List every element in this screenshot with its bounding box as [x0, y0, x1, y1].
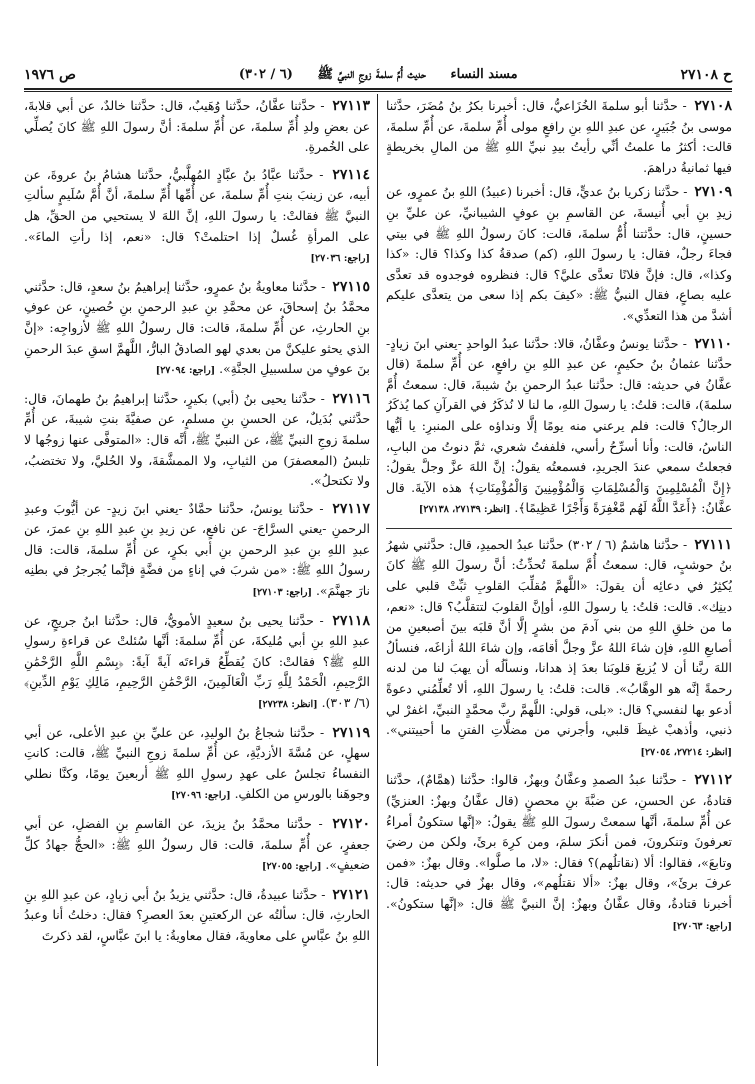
left-column: [24, 96, 370, 1066]
hadith-entry: ٢٧١١٩ - حدَّثنا شجاعُ بنُ الوليدِ، عن عليِّ بنِ عبدِ الأعلى، عن أبي سهلٍ، عن مُسَّةَ الأزديَّةِ، عن أُمِّ سلمةَ زوجِ النبيِّ ﷺ، قالت: كانتِ النفساءُ تجلسُ على عهدِ رسولِ اللهِ ﷺ أربعينَ يومًا، وكنَّا نطلي وجوهَنا بالورسِ من الكلفِ. [راجع: ٢٧٠٩٦]: [24, 724, 370, 802]
hadith-entry: ٢٧١٠٨ - حدَّثنا أبو سلمةَ الخُزَاعيُّ، قال: أخبرنا بكرُ بنُ مُضَرَ، حدَّثنا موسى بنُ جُبَيرٍ، عن عبدِ اللهِ بنِ رافعٍ مولى أُمِّ سلمةَ، عن أُمِّ سلمةَ، قالت: أكثرُ ما علمتُ أنِّي رأيتُ بيدِ نبيِّ اللهِ ﷺ من المالِ بخريطةٍ فيها ثمانيةُ دراهمَ.: [386, 98, 732, 175]
chapter-title: حديث أُمِّ سلمةَ زوجِ النبيِّ ﷺ: [317, 66, 426, 82]
hadith-text: حدَّثنا يحيى بنُ سعيدٍ الأمويُّ، قال: حدَّثنا ابنُ جريجٍ، عن عبدِ اللهِ بنِ أبي مُليكةَ، عن أُمِّ سلمةَ: أنَّها سُئلتْ عن قراءةِ رسولِ اللهِ ﷺ؟ فقالتْ: كانَ يُقطِّعُ قراءتَه آيةً آيةً: ﴿بِسْمِ اللَّهِ الرَّحْمَٰنِ الرَّحِيمِ، الْحَمْدُ لِلَّهِ رَبِّ الْعَالَمِينَ، الرَّحْمَٰنِ الرَّحِيمِ، مَالِكِ يَوْمِ الدِّينِ﴾ (٦/ ٣٠٣).: [24, 612, 370, 711]
hadith-number: ٢٧١١٨: [332, 612, 370, 629]
cross-reference: [راجع: ٢٧٠٩٦]: [171, 790, 231, 802]
hadith-text: حدَّثنا عفَّانُ، حدَّثنا وُهَيبٌ، قال: حدَّثنا خالدٌ، عن أبي قلابةَ، عن بعضِ ولدِ أُمِّ سلمةَ، عن أُمِّ سلمةَ: أنَّ رسولَ اللهِ ﷺ كانَ يُصلِّي على الخُمرةِ.: [24, 98, 370, 155]
hadith-text: حدَّثنا عبيدةُ، قال: حدَّثني يزيدُ بنُ أبي زيادٍ، عن عبدِ اللهِ بنِ الحارثِ، قال: سألتُه عن الركعتينِ بعدَ العصرِ؟ فقال: دخلتُ أنا وعبدُ اللهِ بنُ عبَّاسٍ على معاويةَ، فقال معاويةُ: يا ابنَ عبَّاسٍ، لقد ذكرتَ: [24, 886, 370, 943]
hadith-number: ٢٧١١١: [694, 536, 732, 553]
hadith-text: حدَّثنا شجاعُ بنُ الوليدِ، عن عليِّ بنِ عبدِ الأعلى، عن أبي سهلٍ، عن مُسَّةَ الأزديَّةِ، عن أُمِّ سلمةَ زوجِ النبيِّ ﷺ، قالت: كانتِ النفساءُ تجلسُ على عهدِ رسولِ اللهِ ﷺ أربعينَ يومًا، وكنَّا نطلي وجوهَنا بالورسِ من الكلفِ.: [24, 724, 370, 802]
hadith-number: ٢٧١٠٨: [694, 98, 732, 114]
hadith-number: ٢٧١١٣: [332, 98, 370, 114]
cross-reference: [انظر: ٢٧١٣٩، ٢٧١٣٨]: [418, 504, 511, 516]
page-number: ص ١٩٧٦: [24, 67, 76, 83]
column-divider: [377, 94, 378, 1066]
hadith-entry: ٢٧١١٤ - حدَّثنا عبَّادُ بنُ عبَّادٍ المُهلَّبيُّ، حدَّثنا هشامُ بنُ عروةَ، عن أبيه، عن زينبَ بنتِ أُمِّ سلمةَ، عن أُمِّها أُمِّ سلمةَ، أنَّ أُمَّ سُلَيمٍ سألتِ النبيَّ ﷺ فقالتْ: يا رسولَ اللهِ، إنَّ اللهَ لا يستحيي من الحقِّ، هل على المرأةِ غُسلٌ إذا احتلمتْ؟ قال: «نعم، إذا رأتِ الماءَ». [راجع: ٢٧٠٣٦]: [24, 166, 370, 265]
page-header: [24, 62, 732, 88]
hadith-entry: ٢٧١١٧ - حدَّثنا يونسُ، حدَّثنا حمَّادٌ -يعني ابنَ زيدٍ- عن أيُّوبَ وعبدِ الرحمنِ -يعني السرَّاجَ- عن نافعٍ، عن زيدِ بنِ عبدِ اللهِ بنِ عمرَ، عن عبدِ اللهِ بنِ عبدِ الرحمنِ بنِ أبي بكرٍ، عن أُمِّ سلمةَ، قالت: قال رسولُ اللهِ ﷺ: «من شربَ في إناءٍ من فضَّةٍ فإنَّما يُجرجرُ في بطنِه نارَ جهنَّمَ». [راجع: ٢٧١٠٣]: [24, 500, 370, 599]
hadith-number: ٢٧١٢١: [332, 886, 370, 903]
hadith-text: حدَّثنا زكريا بنُ عديٍّ، قال: أخبرنا (عبيدُ) اللهِ بنُ عمرٍو، عن زيدِ بنِ أبي أُنيسةَ، عن القاسمِ بنِ عوفٍ الشيبانيِّ، عن عليِّ بنِ حسينٍ، قال: حدَّثتنا أُمُّ سلمةَ، قالت: كانَ رسولُ اللهِ ﷺ في بيتي فجاءَ رجلٌ، فقال: يا رسولَ اللهِ، (كم) صدقةُ كذا وكذا؟ قال: «كذا وكذا»، قال: فإنَّ فلانًا تعدَّى عليَّ؟ قال: فنظروه فوجدوه قد تعدَّى عليه بصاعٍ، فقال النبيُّ ﷺ: «كيفَ بكم إذا سعى من يتعدَّى عليكم أشدَّ من هذا التعدِّي».: [386, 184, 732, 323]
hadith-text: حدَّثنا يونسُ وعفَّانُ، قالا: حدَّثنا عبدُ الواحدِ -يعني ابنَ زيادٍ- حدَّثنا عثمانُ بنُ حكيمٍ، عن عبدِ اللهِ بنِ رافعٍ، عن أُمِّ سلمةَ (قال عفَّانُ في حديثه: قال: حدَّثنا عبدُ الرحمنِ بنُ شيبةَ، قال: سمعتُ أُمَّ سلمةَ)، قالت: قلتُ: يا رسولَ اللهِ، ما لنا لا نُذكَرُ في القرآنِ كما يُذكَرُ الرجالُ؟ قالت: فلم يرعني منه يومًا إلَّا ونداؤه على المنبرِ: يا أيُّها الناسُ، قالت: وأنا أسرِّحُ رأسي، فلففتُ شعري، ثمَّ دنوتُ من البابِ، فجعلتُ سمعي عندَ الجريدِ، فسمعتُه يقولُ: إنَّ اللهَ عزَّ وجلَّ يقولُ: ﴿إِنَّ الْمُسْلِمِينَ وَالْمُسْلِمَاتِ وَالْمُؤْمِنِينَ وَالْمُؤْمِنَاتِ﴾ هذه الآيةَ. قال عفَّانُ: ﴿أَعَدَّ اللَّهُ لَهُم مَّغْفِرَةً وَأَجْرًا عَظِيمًا﴾.: [386, 335, 732, 516]
cross-reference: [راجع: ٢٧٠٣٦]: [310, 253, 370, 265]
cross-reference: [راجع: ٢٧٠٥٥]: [261, 861, 322, 873]
right-column: [386, 96, 732, 1066]
volume-reference: (٦ / ٣٠٢): [238, 66, 293, 82]
hadith-number: ٢٧١١٩: [332, 724, 370, 741]
header-rule-thick: [24, 88, 732, 90]
hadith-entry: ٢٧١١٨ - حدَّثنا يحيى بنُ سعيدٍ الأمويُّ، قال: حدَّثنا ابنُ جريجٍ، عن عبدِ اللهِ بنِ أبي مُليكةَ، عن أُمِّ سلمةَ: أنَّها سُئلتْ عن قراءةِ رسولِ اللهِ ﷺ؟ فقالتْ: كانَ يُقطِّعُ قراءتَه آيةً آيةً: ﴿بِسْمِ اللَّهِ الرَّحْمَٰنِ الرَّحِيمِ، الْحَمْدُ لِلَّهِ رَبِّ الْعَالَمِينَ، الرَّحْمَٰنِ الرَّحِيمِ، مَالِكِ يَوْمِ الدِّينِ﴾ (٦/ ٣٠٣). [انظر: ٢٧٢٣٨]: [24, 612, 370, 711]
hadith-entry: ٢٧١١٦ - حدَّثنا يحيى بنُ (أبي) بكيرٍ، حدَّثنا إبراهيمُ بنُ طهمانَ، قال: حدَّثني بُدَيلٌ، عن الحسنِ بنِ مسلمٍ، عن صفيَّةَ بنتِ شيبةَ، عن أُمِّ سلمةَ زوجِ النبيِّ ﷺ، عن النبيِّ ﷺ، أنَّه قال: «المتوفَّى عنها زوجُها لا تلبسُ (المعصفرَ) من الثيابِ، ولا الممشَّقةَ، ولا الحُليَّ، ولا تختضبُ، ولا تكتحلُ».: [24, 390, 370, 489]
hadith-number: ٢٧١١٥: [332, 278, 370, 295]
hadith-range-label: ح ٢٧١٠٨: [680, 67, 732, 83]
hadith-number: ٢٧١١٢: [694, 772, 732, 789]
hadith-text: حدَّثنا هاشمٌ (٦ / ٣٠٢) حدَّثنا عبدُ الحميدِ، قال: حدَّثني شهرُ بنُ حوشبٍ، قال: سمعتُ أُمَّ سلمةَ تُحدِّثُ: أنَّ رسولَ اللهِ ﷺ كانَ يُكثِرُ في دعائِه أن يقولَ: «اللَّهمَّ مُقلِّبَ القلوبِ ثبِّتْ قلبي على دينِك». قالت: قلتُ: يا رسولَ اللهِ، أوإنَّ القلوبَ لتتقلَّبُ؟ قال: «نعم، ما من خلقِ اللهِ من بني آدمَ من بشرٍ إلَّا أنَّ قلبَه بينَ أصبعينِ من أصابعِ اللهِ، فإن شاءَ اللهُ عزَّ وجلَّ أقامَه، وإن شاءَ اللهُ أزاغَه، فنسألُ اللهَ ربَّنا أن لا يُزيغَ قلوبَنا بعدَ إذ هدانا، ونسألُه أن يهبَ لنا من لدنه رحمةً إنَّه هو الوهَّابُ». قالت: قلتُ: يا رسولَ اللهِ، ألا تُعلِّمُني دعوةً أدعو بها لنفسي؟ قال: «بلى، قولي: اللَّهمَّ ربَّ محمَّدٍ النبيِّ، اغفرْ لي ذنبي، وأذهبْ غيظَ قلبي، وأجرني من مضلَّاتِ الفتنِ ما أحييتني».: [386, 536, 732, 738]
hadith-entry: ٢٧١٢٠ - حدَّثنا محمَّدُ بنُ يزيدَ، عن القاسمِ بنِ الفضلِ، عن أبي جعفرٍ، عن أُمِّ سلمةَ، قالت: قال رسولُ اللهِ ﷺ: «الحجُّ جهادُ كلِّ ضعيفٍ». [راجع: ٢٧٠٥٥]: [24, 816, 370, 873]
hadith-number: ٢٧١٠٩: [694, 184, 732, 201]
cross-reference: [راجع: ٢٧١٠٣]: [252, 587, 313, 599]
header-rule-thin: [24, 91, 732, 92]
hadith-text: حدَّثنا معاويةُ بنُ عمرٍو، حدَّثنا إبراهيمُ بنُ سعدٍ، قال: حدَّثني محمَّدُ بنُ إسحاقَ، عن محمَّدِ بنِ عبدِ الرحمنِ بنِ حُصينٍ، عن عوفِ بنِ الحارثِ، عن أُمِّ سلمةَ، قالت: قال رسولُ اللهِ ﷺ لأزواجِه: «إنَّ الذي يحثو عليكنَّ من بعدي لهو الصادقُ البارُّ، اللَّهمَّ اسقِ عبدَ الرحمنِ بنَ عوفٍ من سلسبيلِ الجنَّةِ».: [24, 278, 370, 377]
hadith-entry: ٢٧١١٢ - حدَّثنا عبدُ الصمدِ وعفَّانُ وبهزٌ، قالوا: حدَّثنا (همَّامٌ)، حدَّثنا قتادةُ، عن الحسنِ، عن ضبَّةَ بنِ محصنٍ (قال عفَّانُ وبهزٌ: العنزيِّ) عن أُمِّ سلمةَ، أنَّها سمعتْ رسولَ اللهِ ﷺ يقولُ: «إنَّها ستكونُ أمراءُ تعرفونَ وتنكرونَ، فمن أنكرَ سلمَ، ومن كرِهَ برئَ، ولكن من رضيَ وتابعَ»، فقالوا: ألا (نقاتلُهم)؟ فقال: «لا، ما صلَّوا». وقال بهزٌ: «فمن عرفَ برئَ»، وقال بهزٌ: «ألا نقتلُهم»، وقال بهزٌ في حديثه: قال: أخبرنا قتادةُ، وقال عفَّانُ وبهزٌ: إنَّ النبيَّ ﷺ قال: «إنَّها ستكونُ». [راجع: ٢٧٠٦٣]: [386, 772, 732, 932]
hadith-text: حدَّثنا محمَّدُ بنُ يزيدَ، عن القاسمِ بنِ الفضلِ، عن أبي جعفرٍ، عن أُمِّ سلمةَ، قالت: قال رسولُ اللهِ ﷺ: «الحجُّ جهادُ كلِّ ضعيفٍ».: [24, 816, 370, 873]
book-title: مسند النساء: [450, 66, 518, 82]
hadith-text: حدَّثنا يونسُ، حدَّثنا حمَّادٌ -يعني ابنَ زيدٍ- عن أيُّوبَ وعبدِ الرحمنِ -يعني السرَّاجَ- عن نافعٍ، عن زيدِ بنِ عبدِ اللهِ بنِ عمرَ، عن عبدِ اللهِ بنِ عبدِ الرحمنِ بنِ أبي بكرٍ، عن أُمِّ سلمةَ، قالت: قال رسولُ اللهِ ﷺ: «من شربَ في إناءٍ من فضَّةٍ فإنَّما يُجرجرُ في بطنِه نارَ جهنَّمَ».: [24, 500, 370, 599]
hadith-entry: ٢٧١١٠ - حدَّثنا يونسُ وعفَّانُ، قالا: حدَّثنا عبدُ الواحدِ -يعني ابنَ زيادٍ- حدَّثنا عثمانُ بنُ حكيمٍ، عن عبدِ اللهِ بنِ رافعٍ، عن أُمِّ سلمةَ (قال عفَّانُ في حديثه: قال: حدَّثنا عبدُ الرحمنِ بنُ شيبةَ، قال: سمعتُ أُمَّ سلمةَ)، قالت: قلتُ: يا رسولَ اللهِ، ما لنا لا نُذكَرُ في القرآنِ كما يُذكَرُ الرجالُ؟ قالت: فلم يرعني منه يومًا إلَّا ونداؤه على المنبرِ: يا أيُّها الناسُ، قالت: وأنا أسرِّحُ رأسي، فلففتُ شعري، ثمَّ دنوتُ من البابِ، فجعلتُ سمعي عندَ الجريدِ، فسمعتُه يقولُ: إنَّ اللهَ عزَّ وجلَّ يقولُ: ﴿إِنَّ الْمُسْلِمِينَ وَالْمُسْلِمَاتِ وَالْمُؤْمِنِينَ وَالْمُؤْمِنَاتِ﴾ هذه الآيةَ. قال عفَّانُ: ﴿أَعَدَّ اللَّهُ لَهُم مَّغْفِرَةً وَأَجْرًا عَظِيمًا﴾. [انظر: ٢٧١٣٩، ٢٧١٣٨]: [386, 335, 732, 516]
hadith-text: حدَّثنا أبو سلمةَ الخُزَاعيُّ، قال: أخبرنا بكرُ بنُ مُضَرَ، حدَّثنا موسى بنُ جُبَيرٍ، عن عبدِ اللهِ بنِ رافعٍ مولى أُمِّ سلمةَ، عن أُمِّ سلمةَ، قالت: أكثرُ ما علمتُ أنِّي رأيتُ بيدِ نبيِّ اللهِ ﷺ من المالِ بخريطةٍ فيها ثمانيةُ دراهمَ.: [386, 98, 732, 175]
hadith-number: ٢٧١١٤: [332, 166, 370, 183]
hadith-entry: ٢٧١٠٩ - حدَّثنا زكريا بنُ عديٍّ، قال: أخبرنا (عبيدُ) اللهِ بنُ عمرٍو، عن زيدِ بنِ أبي أُنيسةَ، عن القاسمِ بنِ عوفٍ الشيبانيِّ، عن عليِّ بنِ حسينٍ، قال: حدَّثتنا أُمُّ سلمةَ، قالت: كانَ رسولُ اللهِ ﷺ في بيتي فجاءَ رجلٌ، فقال: يا رسولَ اللهِ، (كم) صدقةُ كذا وكذا؟ قال: «كذا وكذا»، قال: فإنَّ فلانًا تعدَّى عليَّ؟ قال: فنظروه فوجدوه قد تعدَّى عليه بصاعٍ، فقال النبيُّ ﷺ: «كيفَ بكم إذا سعى من يتعدَّى عليكم أشدَّ من هذا التعدِّي».: [386, 184, 732, 323]
cross-reference: [راجع: ٢٧٠٦٣]: [672, 920, 732, 932]
cross-reference: [راجع: ٢٧٠٩٤]: [155, 365, 216, 377]
hadith-entry: ٢٧١١٥ - حدَّثنا معاويةُ بنُ عمرٍو، حدَّثنا إبراهيمُ بنُ سعدٍ، قال: حدَّثني محمَّدُ بنُ إسحاقَ، عن محمَّدِ بنِ عبدِ الرحمنِ بنِ حُصينٍ، عن عوفِ بنِ الحارثِ، عن أُمِّ سلمةَ، قالت: قال رسولُ اللهِ ﷺ لأزواجِه: «إنَّ الذي يحثو عليكنَّ من بعدي لهو الصادقُ البارُّ، اللَّهمَّ اسقِ عبدَ الرحمنِ بنَ عوفٍ من سلسبيلِ الجنَّةِ». [راجع: ٢٧٠٩٤]: [24, 278, 370, 377]
cross-reference: [انظر: ٢٧٢١٤، ٢٧٠٥٤]: [640, 746, 732, 758]
hadith-number: ٢٧١١٧: [332, 500, 370, 517]
header-center: [76, 66, 681, 85]
hadith-entry: ٢٧١١٣ - حدَّثنا عفَّانُ، حدَّثنا وُهَيبٌ، قال: حدَّثنا خالدٌ، عن أبي قلابةَ، عن بعضِ ولدِ أُمِّ سلمةَ، عن أُمِّ سلمةَ: أنَّ رسولَ اللهِ ﷺ كانَ يُصلِّي على الخُمرةِ.: [24, 98, 370, 155]
cross-reference: [انظر: ٢٧٢٣٨]: [258, 699, 318, 711]
hadith-entry: ٢٧١٢١ - حدَّثنا عبيدةُ، قال: حدَّثني يزيدُ بنُ أبي زيادٍ، عن عبدِ اللهِ بنِ الحارثِ، قال: سألتُه عن الركعتينِ بعدَ العصرِ؟ فقال: دخلتُ أنا وعبدُ اللهِ بنُ عبَّاسٍ على معاويةَ، فقال معاويةُ: يا ابنَ عبَّاسٍ، لقد ذكرتَ: [24, 886, 370, 943]
hadith-text: حدَّثنا عبدُ الصمدِ وعفَّانُ وبهزٌ، قالوا: حدَّثنا (همَّامٌ)، حدَّثنا قتادةُ، عن الحسنِ، عن ضبَّةَ بنِ محصنٍ (قال عفَّانُ وبهزٌ: العنزيِّ) عن أُمِّ سلمةَ، أنَّها سمعتْ رسولَ اللهِ ﷺ يقولُ: «إنَّها ستكونُ أمراءُ تعرفونَ وتنكرونَ، فمن أنكرَ سلمَ، ومن كرِهَ برئَ، ولكن من رضيَ وتابعَ»، فقالوا: ألا (نقاتلُهم)؟ فقال: «لا، ما صلَّوا». وقال بهزٌ: «فمن عرفَ برئَ»، وقال بهزٌ: «ألا نقتلُهم»، وقال بهزٌ في حديثه: قال: أخبرنا قتادةُ، وقال عفَّانُ وبهزٌ: إنَّ النبيَّ ﷺ قال: «إنَّها ستكونُ».: [386, 772, 732, 911]
hadith-number: ٢٧١١٠: [694, 335, 732, 352]
hadith-number: ٢٧١٢٠: [332, 816, 370, 832]
hadith-text: حدَّثنا يحيى بنُ (أبي) بكيرٍ، حدَّثنا إبراهيمُ بنُ طهمانَ، قال: حدَّثني بُدَيلٌ، عن الحسنِ بنِ مسلمٍ، عن صفيَّةَ بنتِ شيبةَ، عن أُمِّ سلمةَ زوجِ النبيِّ ﷺ، عن النبيِّ ﷺ، أنَّه قال: «المتوفَّى عنها زوجُها لا تلبسُ (المعصفرَ) من الثيابِ، ولا الممشَّقةَ، ولا الحُليَّ، ولا تختضبُ، ولا تكتحلُ».: [24, 390, 370, 489]
hadith-number: ٢٧١١٦: [332, 390, 370, 407]
hadith-entry: ٢٧١١١ - حدَّثنا هاشمٌ (٦ / ٣٠٢) حدَّثنا عبدُ الحميدِ، قال: حدَّثني شهرُ بنُ حوشبٍ، قال: سمعتُ أُمَّ سلمةَ تُحدِّثُ: أنَّ رسولَ اللهِ ﷺ كانَ يُكثِرُ في دعائِه أن يقولَ: «اللَّهمَّ مُقلِّبَ القلوبِ ثبِّتْ قلبي على دينِك». قالت: قلتُ: يا رسولَ اللهِ، أوإنَّ القلوبَ لتتقلَّبُ؟ قال: «نعم، ما من خلقِ اللهِ من بني آدمَ من بشرٍ إلَّا أنَّ قلبَه بينَ أصبعينِ من أصابعِ اللهِ، فإن شاءَ اللهُ عزَّ وجلَّ أقامَه، وإن شاءَ اللهُ أزاغَه، فنسألُ اللهَ ربَّنا أن لا يُزيغَ قلوبَنا بعدَ إذ هدانا، ونسألُه أن يهبَ لنا من لدنه رحمةً إنَّه هو الوهَّابُ». قالت: قلتُ: يا رسولَ اللهِ، ألا تُعلِّمُني دعوةً أدعو بها لنفسي؟ قال: «بلى، قولي: اللَّهمَّ ربَّ محمَّدٍ النبيِّ، اغفرْ لي ذنبي، وأذهبْ غيظَ قلبي، وأجرني من مضلَّاتِ الفتنِ ما أحييتني». [انظر: ٢٧٢١٤، ٢٧٠٥٤]: [386, 536, 732, 758]
entry-separator: [386, 528, 732, 529]
hadith-text: حدَّثنا عبَّادُ بنُ عبَّادٍ المُهلَّبيُّ، حدَّثنا هشامُ بنُ عروةَ، عن أبيه، عن زينبَ بنتِ أُمِّ سلمةَ، عن أُمِّها أُمِّ سلمةَ، أنَّ أُمَّ سُلَيمٍ سألتِ النبيَّ ﷺ فقالتْ: يا رسولَ اللهِ، إنَّ اللهَ لا يستحيي من الحقِّ، هل على المرأةِ غُسلٌ إذا احتلمتْ؟ قال: «نعم، إذا رأتِ الماءَ».: [24, 166, 370, 244]
